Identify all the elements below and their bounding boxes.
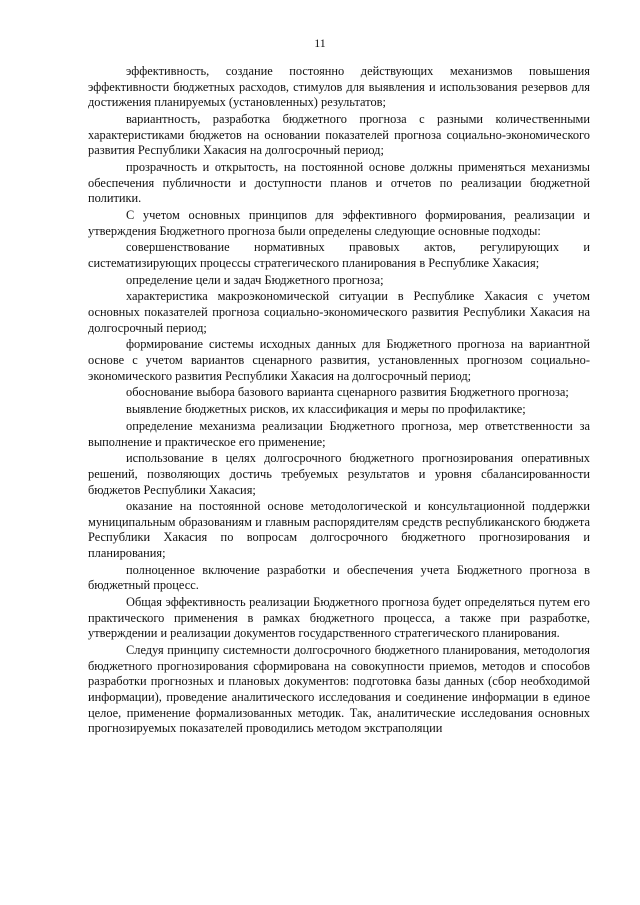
page-number: 11 bbox=[314, 36, 326, 50]
paragraph: Следуя принципу системности долгосрочного бюджетного планирования, методология бюджетного прогнозирования сформирована на совокупности приемов, методов и способов разработки прогнозных и плановых документов: подготовка базы данных (сбор необходимой информации), проведение аналитического исследования и соединение информации в единое целое, применение формализованных методик. Так, аналитические исследования основных прогнозируемых показателей проводились методом экстраполяции bbox=[88, 643, 590, 736]
paragraph: Общая эффективность реализации Бюджетного прогноза будет определяться путем его практического применения в рамках бюджетного процесса, а также при разработке, утверждении и реализации документов государственного стратегического планирования. bbox=[88, 595, 590, 641]
paragraph: определение цели и задач Бюджетного прогноза; bbox=[126, 272, 384, 287]
paragraph: характеристика макроэкономической ситуации в Республике Хакасия с учетом основных показателей прогноза социально-экономического развития Республики Хакасия на долгосрочный период; bbox=[88, 289, 590, 335]
paragraph: оказание на постоянной основе методологической и консультационной поддержки муниципальным образованиям и главным распорядителям средств республиканского бюджета Республики Хакасия по вопросам долгосрочного бюджетного прогнозирования и планирования; bbox=[88, 499, 590, 561]
paragraph: С учетом основных принципов для эффективного формирования, реализации и утверждения Бюджетного прогноза были определены следующие основные подходы: bbox=[88, 207, 590, 238]
paragraph: эффективность, создание постоянно действующих механизмов повышения эффективности бюджетных расходов, стимулов для выявления и использования резервов для достижения планируемых (установленных) результатов; bbox=[88, 64, 590, 110]
paragraph: формирование системы исходных данных для Бюджетного прогноза на вариантной основе с учетом вариантов сценарного развития, установленных прогнозом социально-экономического развития Республики Хакасия на долгосрочный период; bbox=[88, 337, 590, 383]
paragraph: вариантность, разработка бюджетного прогноза с разными количественными характеристиками бюджетов на основании показателей прогноза социально-экономического развития Республики Хакасия на долгосрочный период; bbox=[88, 111, 590, 158]
paragraph: прозрачность и открытость, на постоянной основе должны применяться механизмы обеспечения публичности и доступности планов и отчетов по реализации бюджетной политики. bbox=[88, 159, 590, 206]
paragraph: выявление бюджетных рисков, их классификация и меры по профилактике; bbox=[126, 402, 526, 417]
page-body bbox=[88, 64, 590, 738]
paragraph: использование в целях долгосрочного бюджетного прогнозирования оперативных решений, позволяющих достичь требуемых результатов и уровня сбалансированности бюджетов Республики Хакасия; bbox=[88, 451, 590, 497]
paragraph: совершенствование нормативных правовых актов, регулирующих и систематизирующих процессы стратегического планирования в Республике Хакасия; bbox=[88, 240, 590, 270]
paragraph: определение механизма реализации Бюджетного прогноза, мер ответственности за выполнение и практическое его применение; bbox=[88, 418, 590, 449]
paragraph: полноценное включение разработки и обеспечения учета Бюджетного прогноза в бюджетный процесс. bbox=[88, 562, 590, 593]
paragraph: обоснование выбора базового варианта сценарного развития Бюджетного прогноза; bbox=[126, 385, 569, 400]
